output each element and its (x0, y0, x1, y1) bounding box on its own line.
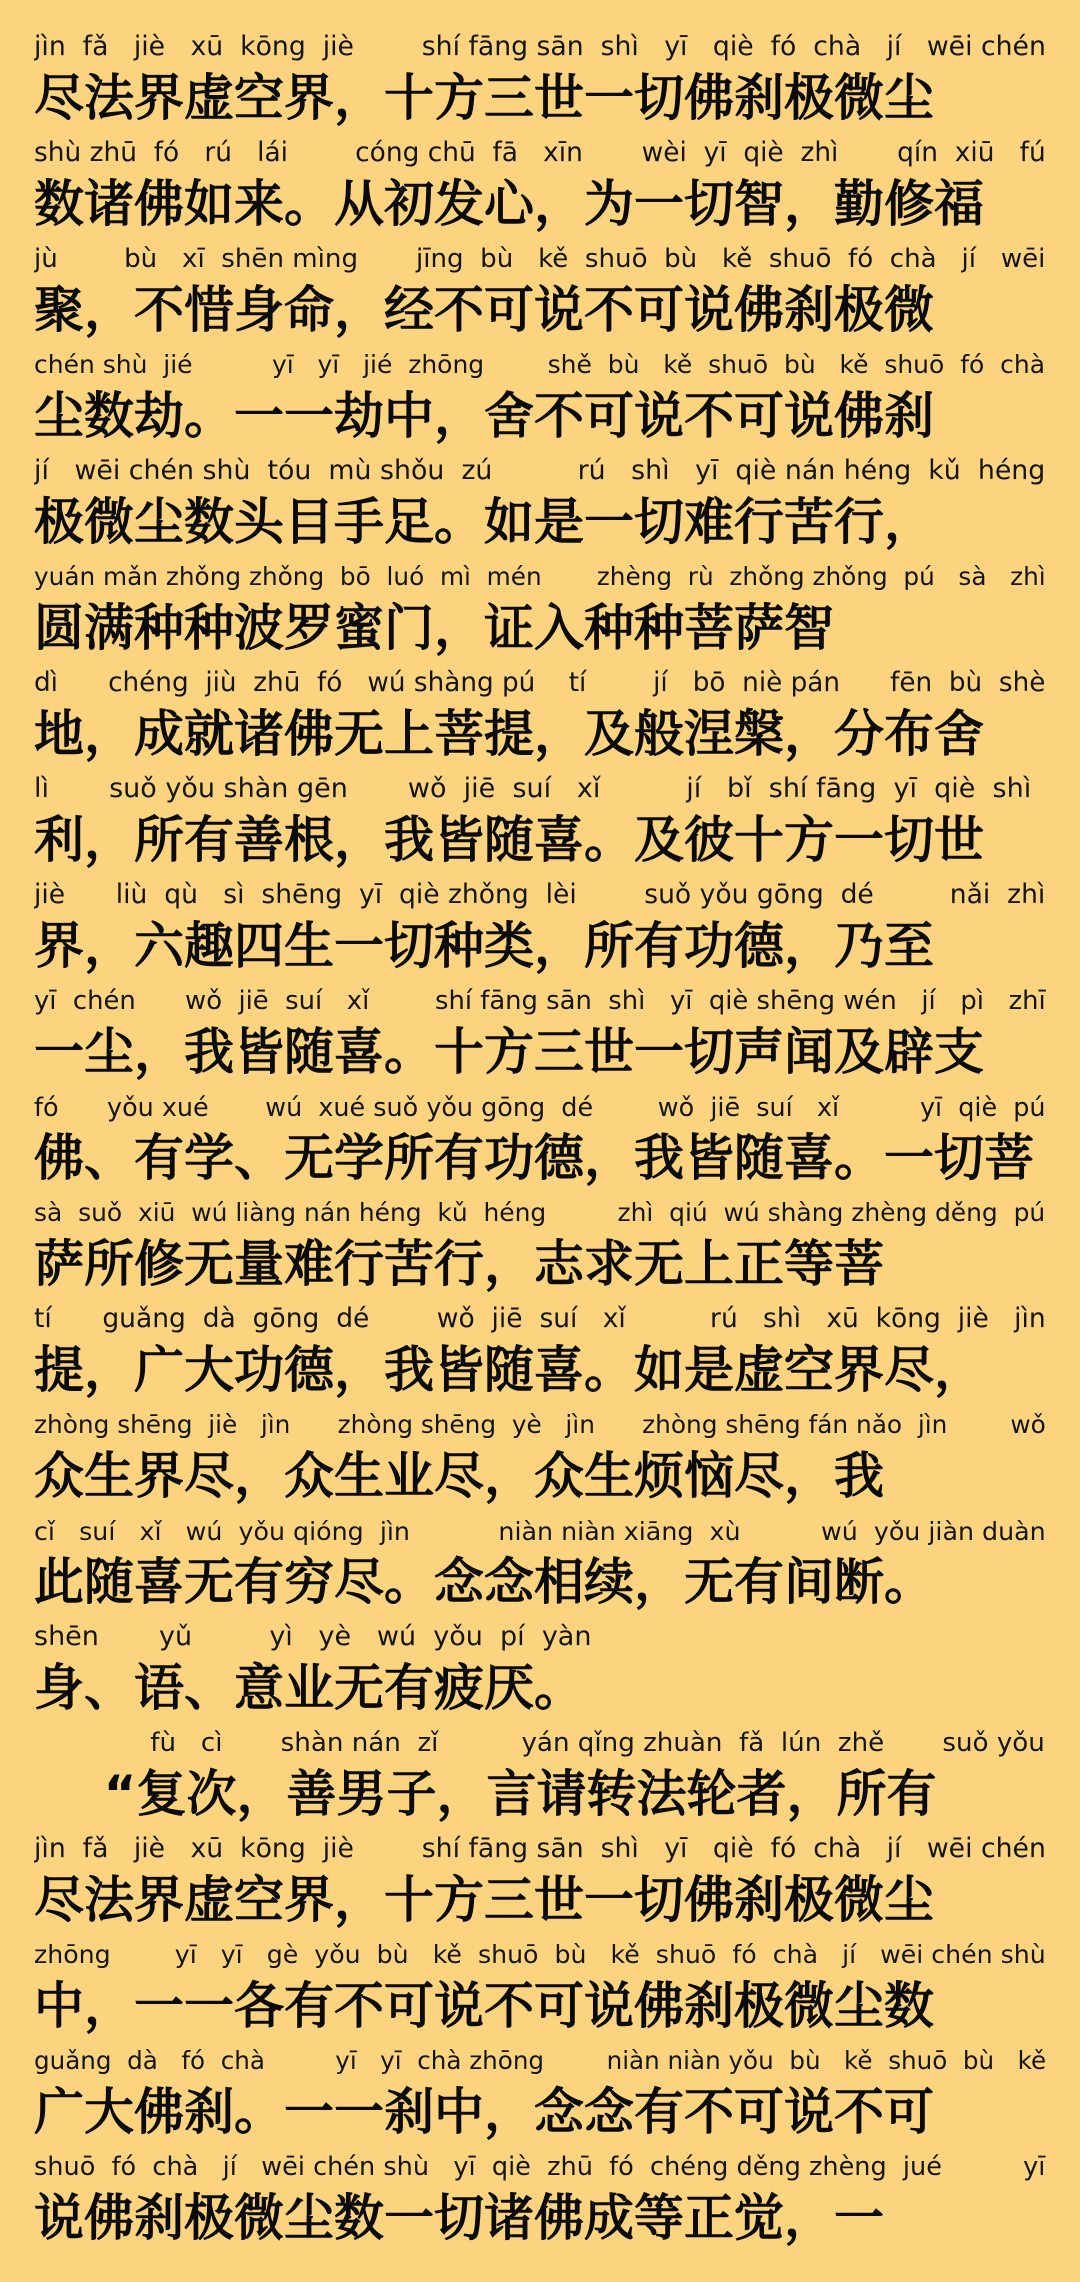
chinese-text: 佛、有学、无学所有功德，我皆随喜。一切菩 (34, 1129, 1034, 1187)
text-line (34, 560, 1046, 666)
pinyin-annotation: zhōng yī yī gè yǒu bù kě shuō bù kě shuō fó chà jí wēi chén shù (34, 1940, 1046, 1969)
chinese-text: 尘数劫。一一劫中，舍不可说不可说佛刹 (34, 387, 934, 445)
text-line (34, 1938, 1046, 2044)
text-line (34, 1726, 1046, 1832)
text-line (34, 1514, 1046, 1620)
pinyin-annotation: tí guǎng dà gōng dé wǒ jiē suí xǐ rú shì xū kōng jiè jìn (34, 1303, 1046, 1334)
chinese-text: 尽法界虚空界，十方三世一切佛刹极微尘 (34, 69, 934, 127)
text-line (34, 2150, 1046, 2256)
pinyin-annotation: yuán mǎn zhǒng zhǒng bō luó mì mén zhèng rù zhǒng zhǒng pú sà zhì (34, 562, 1046, 591)
text-line (34, 772, 1046, 878)
text-line (34, 1408, 1046, 1514)
pinyin-annotation: zhòng shēng jiè jìn zhòng shēng yè jìn zhòng shēng fán nǎo jìn wǒ (34, 1410, 1046, 1439)
text-line (34, 984, 1046, 1090)
pinyin-annotation: fó yǒu xué wú xué suǒ yǒu gōng dé wǒ jiē suí xǐ yī qiè pú (34, 1092, 1046, 1122)
pinyin-annotation: cǐ suí xǐ wú yǒu qióng jìn niàn niàn xiāng xù wú yǒu jiàn duàn (34, 1516, 1046, 1546)
text-line (34, 1090, 1046, 1196)
chinese-text: 广大佛刹。一一刹中，念念有不可说不可 (34, 2083, 934, 2141)
chinese-text: 利，所有善根，我皆随喜。及彼十方一切世 (34, 811, 984, 869)
text-line (34, 454, 1046, 560)
text-line (34, 242, 1046, 348)
pinyin-annotation: sà suǒ xiū wú liàng nán héng kǔ héng zhì qiú wú shàng zhèng děng pú (34, 1198, 1046, 1227)
text-line (34, 878, 1046, 984)
pinyin-annotation: chén shù jié yī yī jié zhōng shě bù kě shuō bù kě shuō fó chà (34, 350, 1046, 379)
text-line (34, 1196, 1046, 1302)
chinese-text: 极微尘数头目手足。如是一切难行苦行， (34, 493, 934, 551)
pinyin-annotation: shuō fó chà jí wēi chén shù yī qiè zhū fó chéng děng zhèng jué yī (34, 2152, 1046, 2182)
chinese-text: 一尘，我皆随喜。十方三世一切声闻及辟支 (34, 1023, 984, 1081)
chinese-text: 圆满种种波罗蜜门，证入种种菩萨智 (34, 599, 834, 657)
chinese-text: 地，成就诸佛无上菩提，及般涅槃，分布舍 (34, 705, 984, 763)
pinyin-annotation: jìn fǎ jiè xū kōng jiè shí fāng sān shì yī qiè fó chà jí wēi chén (34, 1833, 1046, 1864)
pinyin-annotation: jí wēi chén shù tóu mù shǒu zú rú shì yī qiè nán héng kǔ héng (34, 455, 1046, 486)
chinese-text: 聚，不惜身命，经不可说不可说佛刹极微 (34, 281, 934, 339)
chinese-text: 数诸佛如来。从初发心，为一切智，勤修福 (34, 175, 984, 233)
chinese-text: 尽法界虚空界，十方三世一切佛刹极微尘 (34, 1871, 934, 1929)
pinyin-annotation: shēn yǔ yì yè wú yǒu pí yàn (34, 1621, 592, 1652)
text-line (34, 1302, 1046, 1408)
chinese-text: 众生界尽，众生业尽，众生烦恼尽，我 (34, 1447, 884, 1505)
pinyin-annotation: jìn fǎ jiè xū kōng jiè shí fāng sān shì yī qiè fó chà jí wēi chén (34, 31, 1046, 62)
text-body (34, 30, 1046, 2256)
pinyin-annotation: fù cì shàn nán zǐ yán qǐng zhuàn fǎ lún zhě suǒ yǒu (34, 1728, 1045, 1758)
text-line (34, 348, 1046, 454)
pinyin-annotation: jù bù xī shēn mìng jīng bù kě shuō bù kě shuō fó chà jí wēi (34, 244, 1046, 274)
text-line (34, 30, 1046, 136)
chinese-text: 萨所修无量难行苦行，志求无上正等菩 (34, 1235, 884, 1293)
chinese-text: 提，广大功德，我皆随喜。如是虚空界尽， (34, 1341, 984, 1399)
text-line (34, 666, 1046, 772)
chinese-text: 此随喜无有穷尽。念念相续，无有间断。 (34, 1553, 934, 1611)
chinese-text: “复次，善男子，言请转法轮者，所有 (34, 1765, 937, 1823)
pinyin-annotation: yī chén wǒ jiē suí xǐ shí fāng sān shì yī qiè shēng wén jí pì zhī (34, 986, 1046, 1016)
text-line (34, 136, 1046, 242)
pinyin-annotation: dì chéng jiù zhū fó wú shàng pú tí jí bō niè pán fēn bù shè (34, 668, 1046, 698)
chinese-text: 身、语、意业无有疲厌。 (34, 1659, 584, 1717)
pinyin-annotation: shù zhū fó rú lái cóng chū fā xīn wèi yī qiè zhì qín xiū fú (34, 137, 1046, 168)
text-line (34, 1620, 1046, 1726)
chinese-text: 中，一一各有不可说不可说佛刹极微尘数 (34, 1977, 934, 2035)
text-line (34, 1832, 1046, 1938)
pinyin-annotation: jiè liù qù sì shēng yī qiè zhǒng lèi suǒ yǒu gōng dé nǎi zhì (34, 879, 1046, 910)
pinyin-annotation: guǎng dà fó chà yī yī chà zhōng niàn niàn yǒu bù kě shuō bù kě (34, 2046, 1046, 2075)
pinyin-annotation: lì suǒ yǒu shàn gēn wǒ jiē suí xǐ jí bǐ shí fāng yī qiè shì (34, 773, 1032, 804)
chinese-text: 界，六趣四生一切种类，所有功德，乃至 (34, 917, 934, 975)
text-line (34, 2044, 1046, 2150)
chinese-text: 说佛刹极微尘数一切诸佛成等正觉，一 (34, 2189, 884, 2247)
